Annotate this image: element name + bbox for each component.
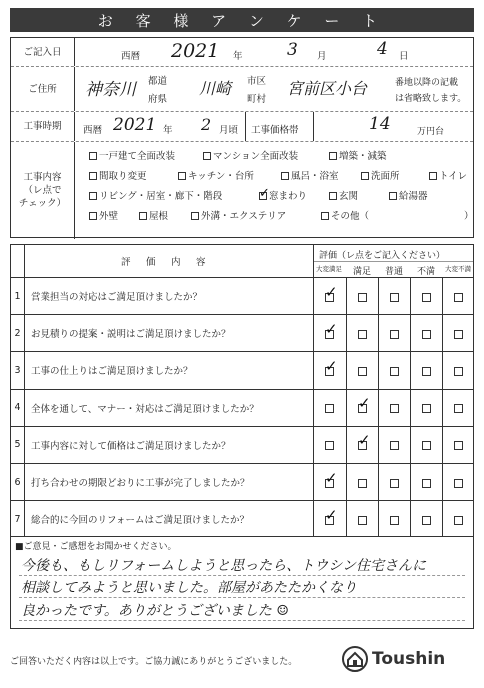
content-option[interactable] (281, 168, 339, 182)
rating-checkbox[interactable] (358, 367, 367, 376)
rating-checkbox[interactable] (454, 293, 463, 302)
rating-checkbox[interactable] (454, 479, 463, 488)
address-pref-value: 神奈川 (85, 80, 136, 100)
question-text: 打ち合わせの期限どおりに工事が完了しましたか？ (31, 478, 250, 490)
content-label-line-2: （レ点で (23, 185, 62, 196)
question-row (11, 500, 473, 537)
question-text: 営業担当の対応はご満足頂けましたか？ (31, 292, 203, 304)
house-logo-icon (342, 646, 368, 672)
eval-header-items: 評 価 内 容 (121, 257, 209, 268)
question-row (11, 314, 473, 351)
rating-checkbox[interactable] (422, 367, 431, 376)
content-option[interactable] (429, 168, 467, 182)
content-option-checkbox[interactable] (429, 172, 437, 180)
scale-column-divider (378, 464, 379, 500)
entry-date-row (11, 38, 473, 67)
question-number: 7 (11, 501, 25, 537)
content-option-label: キッチン・台所 (188, 171, 254, 182)
eval-scale-label: 大変満足 (316, 265, 342, 273)
question-number: 2 (11, 315, 25, 351)
question-number: 4 (11, 390, 25, 426)
address-note-2: は省略致します。 (395, 94, 467, 104)
eval-scale-divider (313, 261, 473, 262)
scale-column-divider (410, 427, 411, 463)
scale-column-divider (378, 278, 379, 314)
content-option-checkbox[interactable] (89, 152, 97, 160)
content-option-label: マンション全面改装 (213, 151, 299, 162)
content-option-checkbox[interactable] (89, 212, 97, 220)
entry-year-unit: 年 (233, 51, 243, 62)
rating-checkbox[interactable] (454, 367, 463, 376)
rating-checkbox[interactable] (358, 479, 367, 488)
content-option[interactable] (191, 208, 286, 222)
comment-line-1: 今後も、もしリフォームしようと思ったら、トウシン住宅さんに (21, 558, 426, 574)
question-text: 工事内容に対して価格はご満足頂けましたか？ (31, 440, 231, 452)
content-option[interactable] (89, 208, 118, 222)
scale-column-divider (410, 390, 411, 426)
question-number: 6 (11, 464, 25, 500)
rating-checkbox[interactable] (422, 516, 431, 525)
content-option-checkbox[interactable] (139, 212, 147, 220)
content-option-label: 一戸建て全面改装 (99, 151, 176, 162)
period-era: 西暦 (83, 125, 103, 136)
content-option-label: 給湯器 (399, 191, 428, 202)
content-option-label: 玄関 (339, 191, 359, 202)
address-pref-unit-1: 都道 (148, 76, 168, 87)
content-option-checkbox[interactable] (89, 192, 97, 200)
price-divider-2 (313, 112, 314, 141)
rating-checkbox[interactable] (422, 404, 431, 413)
period-month-unit: 月頃 (219, 125, 239, 136)
scale-column-divider (410, 352, 411, 388)
comment-line-3: 良かったです。ありがとうございました ☺ (21, 603, 289, 619)
content-option-checkbox[interactable] (281, 172, 289, 180)
entry-year-value: 2021 (171, 40, 220, 62)
price-divider (245, 112, 246, 141)
question-text: お見積りの提案・説明はご満足頂けましたか？ (31, 329, 231, 341)
entry-era: 西暦 (121, 51, 141, 62)
scale-column-divider (378, 390, 379, 426)
company-logo (342, 646, 445, 672)
scale-column-divider (410, 464, 411, 500)
question-number: 5 (11, 427, 25, 463)
rating-checkbox[interactable] (390, 479, 399, 488)
content-option[interactable] (259, 188, 307, 202)
eval-scale-label: 大変不満 (445, 265, 471, 273)
scale-column-divider (346, 278, 347, 314)
checkmark-icon: ✓ (325, 356, 338, 375)
checkmark-icon: ✓ (358, 431, 371, 450)
content-option-checkbox[interactable] (389, 192, 397, 200)
comment-rule-2 (19, 597, 465, 598)
question-text: 工事の仕上りはご満足頂けましたか？ (31, 366, 193, 378)
scale-column-divider (410, 278, 411, 314)
eval-scale-label: 普通 (384, 267, 403, 277)
address-city-unit-1: 市区 (247, 76, 267, 87)
rating-checkbox[interactable] (390, 404, 399, 413)
scale-column-divider (442, 352, 443, 388)
content-option[interactable] (89, 188, 222, 202)
evaluation-section (10, 244, 474, 537)
rating-checkbox[interactable] (325, 441, 334, 450)
eval-divider-main (313, 245, 314, 536)
scale-column-divider (346, 315, 347, 351)
checkmark-icon: ✓ (325, 319, 338, 338)
rating-checkbox[interactable] (390, 516, 399, 525)
rating-checkbox[interactable] (422, 441, 431, 450)
checkmark-icon: ✓ (325, 282, 338, 301)
entry-month-unit: 月 (317, 51, 327, 62)
content-option-label: 屋根 (149, 211, 169, 222)
address-city-unit-2: 町村 (247, 94, 267, 105)
question-row (11, 351, 473, 388)
rating-checkbox[interactable] (422, 479, 431, 488)
eval-scale-label: 不満 (416, 267, 435, 277)
scale-column-divider (410, 501, 411, 537)
eval-header-rating: 評価（レ点をご記入ください） (319, 251, 446, 261)
content-option-checkbox[interactable] (89, 172, 97, 180)
content-option-label: その他（ ） (331, 211, 474, 222)
question-text: 全体を通して、マナー・対応はご満足頂けましたか？ (31, 403, 259, 415)
content-option-checkbox[interactable] (361, 172, 369, 180)
scale-column-divider (346, 427, 347, 463)
question-row (11, 389, 473, 426)
content-option-checkbox[interactable] (329, 192, 337, 200)
entry-day-unit: 日 (399, 51, 409, 62)
content-option-label: 外溝・エクステリア (201, 211, 287, 222)
question-number: 1 (11, 278, 25, 314)
comment-rule-3 (19, 620, 465, 621)
comments-section (10, 537, 474, 629)
scale-column-divider (378, 352, 379, 388)
scale-column-divider (410, 315, 411, 351)
content-option[interactable] (361, 168, 400, 182)
rating-checkbox[interactable] (454, 516, 463, 525)
price-label: 工事価格帯 (251, 125, 299, 136)
content-option[interactable] (389, 188, 428, 202)
content-option-label: リビング・居室・廊下・階段 (99, 191, 223, 202)
scale-column-divider (442, 464, 443, 500)
rating-checkbox[interactable] (358, 293, 367, 302)
rating-checkbox[interactable] (422, 293, 431, 302)
content-option-label: 窓まわり (269, 191, 308, 202)
content-option[interactable] (321, 208, 474, 222)
price-unit: 万円台 (417, 127, 445, 137)
content-option[interactable] (89, 148, 175, 162)
content-option-checkbox[interactable] (329, 152, 337, 160)
price-value: 14 (369, 114, 391, 134)
address-row (11, 67, 473, 112)
period-row (11, 112, 473, 142)
rating-checkbox[interactable] (358, 330, 367, 339)
rating-checkbox[interactable] (390, 293, 399, 302)
address-note-1: 番地以降の記載 (395, 78, 459, 88)
scale-column-divider (442, 315, 443, 351)
rating-checkbox[interactable] (325, 404, 334, 413)
rating-checkbox[interactable] (390, 441, 399, 450)
scale-column-divider (442, 390, 443, 426)
entry-date-label: ご記入日 (11, 38, 75, 66)
rating-checkbox[interactable] (390, 367, 399, 376)
eval-header-divider (11, 245, 25, 536)
content-label-line-1: 工事内容 (23, 172, 62, 183)
question-row (11, 426, 473, 463)
scale-column-divider (442, 427, 443, 463)
content-option[interactable] (329, 148, 387, 162)
period-year-value: 2021 (113, 115, 157, 135)
rating-checkbox[interactable] (422, 330, 431, 339)
scale-column-divider (442, 278, 443, 314)
rating-checkbox[interactable] (454, 330, 463, 339)
question-text: 総合的に今回のリフォームはご満足頂けましたか？ (31, 515, 250, 527)
address-area-value: 宮前区小台 (287, 79, 368, 98)
content-option-label: 間取り変更 (99, 171, 147, 182)
content-option-checkbox[interactable] (191, 212, 199, 220)
content-option[interactable] (89, 168, 147, 182)
eval-scale-label: 満足 (352, 267, 371, 277)
scale-column-divider (378, 427, 379, 463)
footer-text: ご回答いただく内容は以上です。ご協力誠にありがとうございました。 (10, 657, 298, 667)
question-row (11, 277, 473, 314)
content-row (11, 142, 473, 239)
scale-column-divider (378, 501, 379, 537)
content-option[interactable] (139, 208, 168, 222)
content-option-label: 外壁 (99, 211, 119, 222)
entry-day-value: 4 (377, 39, 388, 59)
logo-name: Toushin (372, 649, 446, 669)
content-option-label: 洗面所 (371, 171, 400, 182)
scale-column-divider (378, 315, 379, 351)
content-option-checkbox[interactable] (321, 212, 329, 220)
content-option-checkbox[interactable] (259, 186, 270, 201)
rating-checkbox[interactable] (454, 404, 463, 413)
comments-label: ■ご意見・ご感想をお聞かせください。 (15, 542, 177, 552)
content-option-label: トイレ (439, 171, 468, 182)
checkmark-icon: ✓ (325, 505, 338, 524)
content-label (11, 142, 75, 239)
comment-line-2: 相談してみようと思いました。部屋があたたかくなり (21, 580, 357, 596)
rating-checkbox[interactable] (390, 330, 399, 339)
period-year-unit: 年 (163, 125, 173, 136)
checkmark-icon: ✓ (325, 468, 338, 487)
comment-rule-1 (19, 575, 465, 576)
address-pref-unit-2: 府県 (148, 94, 168, 105)
survey-title: お 客 様 ア ン ケ ー ト (10, 8, 474, 32)
question-row (11, 463, 473, 500)
scale-column-divider (346, 352, 347, 388)
period-month-value: 2 (201, 115, 212, 134)
info-section (10, 37, 474, 238)
content-option-label: 風呂・浴室 (291, 171, 339, 182)
content-option[interactable] (178, 168, 254, 182)
content-option[interactable] (329, 188, 358, 202)
entry-month-value: 3 (287, 40, 298, 60)
rating-checkbox[interactable] (358, 516, 367, 525)
scale-column-divider (346, 501, 347, 537)
rating-checkbox[interactable] (454, 441, 463, 450)
address-city-value: 川崎 (199, 79, 232, 98)
checkmark-icon: ✓ (259, 186, 270, 201)
content-option-label: 増築・減築 (339, 151, 387, 162)
checkmark-icon: ✓ (358, 394, 371, 413)
scale-column-divider (442, 501, 443, 537)
scale-column-divider (346, 464, 347, 500)
content-label-line-3: チェック） (18, 198, 67, 209)
period-label: 工事時期 (11, 112, 75, 141)
content-option-checkbox[interactable] (178, 172, 186, 180)
content-option-checkbox[interactable] (203, 152, 211, 160)
content-option[interactable] (203, 148, 298, 162)
scale-column-divider (346, 390, 347, 426)
question-number: 3 (11, 352, 25, 388)
address-label: ご住所 (11, 67, 75, 111)
